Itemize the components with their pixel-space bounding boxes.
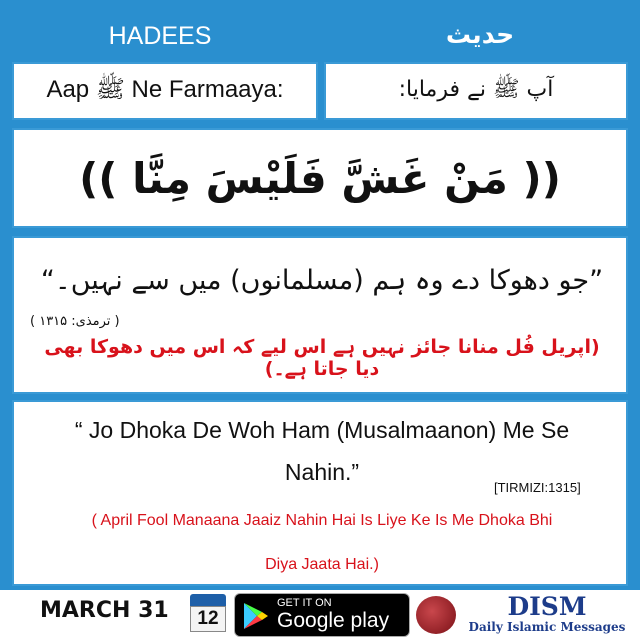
urdu-translation-box xyxy=(12,236,628,394)
urdu-reference: ( ترمذی: ۱۳۱۵ ) xyxy=(30,314,120,329)
play-badge-top: GET IT ON xyxy=(277,597,332,609)
google-play-badge[interactable] xyxy=(234,593,410,637)
roman-translation-line1: “ Jo Dhoka De Woh Ham (Musalmaanon) Me Se xyxy=(74,416,570,443)
play-badge-bottom: Google play xyxy=(277,609,390,632)
arabic-hadith-text: (( مَنْ غَشَّ فَلَيْسَ مِنَّا )) xyxy=(79,153,561,203)
footer-bar xyxy=(0,590,640,640)
roman-note-line1: ( April Fool Manaana Jaaiz Nahin Hai Is Liye Ke Is Me Dhoka Bhi xyxy=(91,512,553,529)
roman-translation-box xyxy=(12,400,628,586)
brand-tagline: Daily Islamic Messages xyxy=(468,620,626,634)
brand-name: DISM xyxy=(507,592,587,621)
intro-roman-text: Aap ﷺ Ne Farmaaya: xyxy=(46,75,284,103)
header-title-urdu: حدیث xyxy=(445,19,515,49)
roman-note-line2: Diya Jaata Hai.) xyxy=(265,556,379,573)
play-store-icon xyxy=(243,602,269,630)
roman-translation-line2: Nahin.” xyxy=(284,458,360,485)
urdu-translation-text: ”جو دھوکا دے وہ ہم (مسلمانوں) میں سے نہیں۔“ xyxy=(40,264,604,296)
calendar-icon xyxy=(190,594,226,634)
intro-urdu-box xyxy=(324,62,628,120)
dism-logo-icon xyxy=(416,596,456,634)
arabic-hadith-box xyxy=(12,128,628,228)
roman-reference: [TIRMIZI:1315] xyxy=(494,480,581,495)
footer-date: MARCH 31 xyxy=(40,598,169,623)
calendar-day: 12 xyxy=(190,606,226,632)
urdu-note: (اپریل فُل منانا جائز نہیں ہے اس لیے کہ اس میں دھوکا بھی دیا جاتا ہے۔) xyxy=(44,336,600,380)
intro-roman-box xyxy=(12,62,318,120)
intro-urdu-text: آپ ﷺ نے فرمایا: xyxy=(398,77,554,102)
header-title-roman: HADEES xyxy=(108,21,212,50)
